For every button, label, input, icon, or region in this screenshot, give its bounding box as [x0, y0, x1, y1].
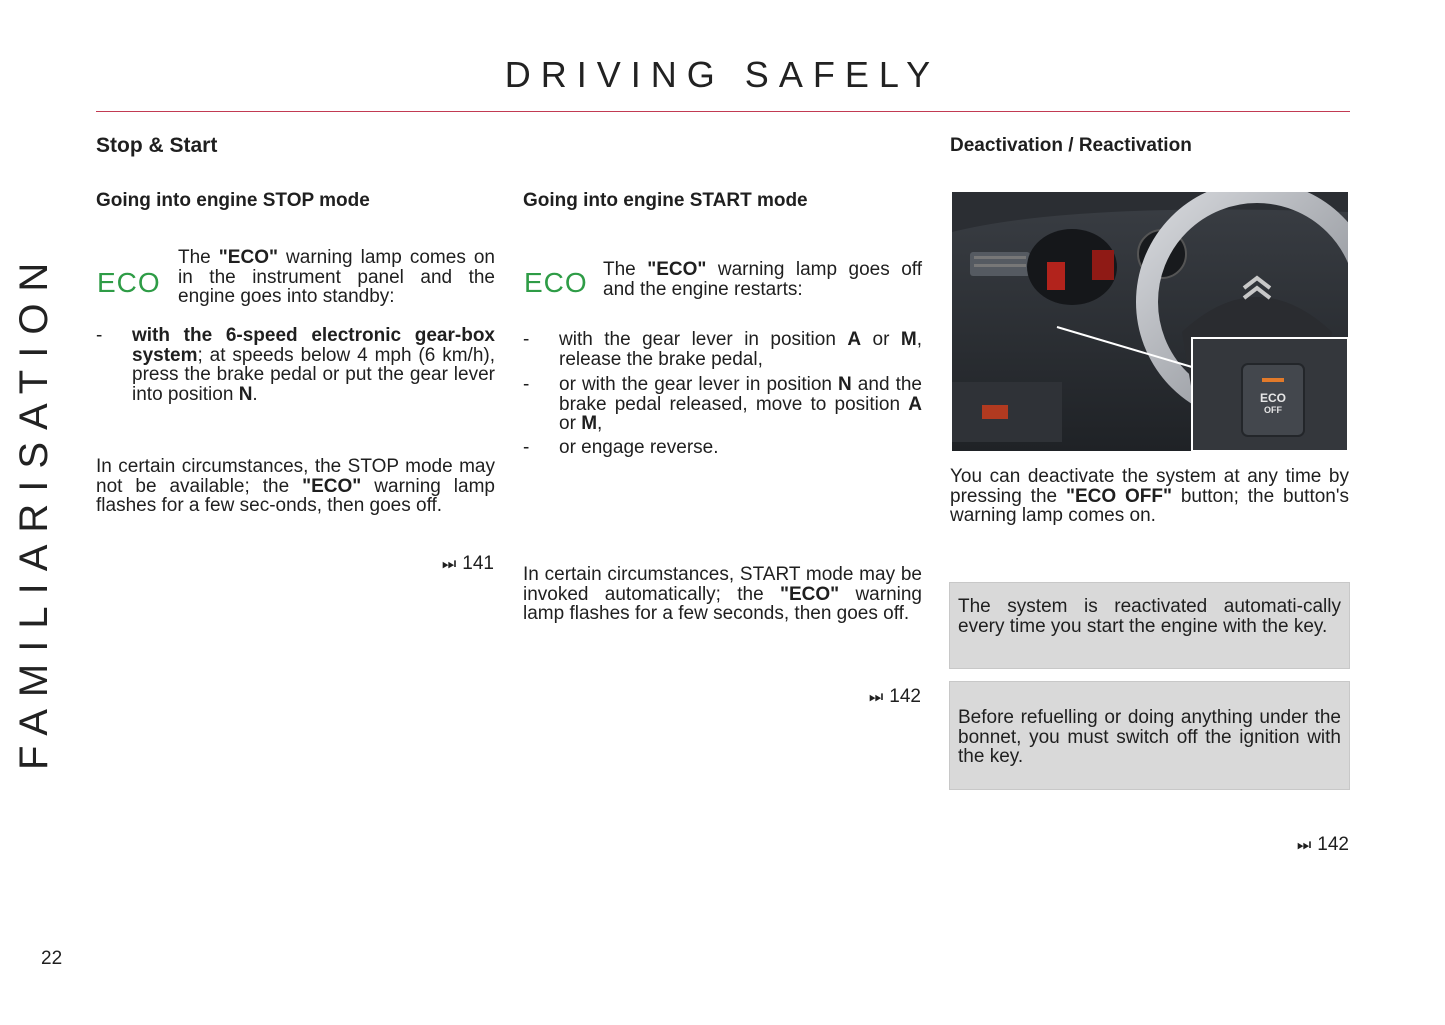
deactivation-text: You can deactivate the system at any time by pressing the "ECO OFF" button; the button's warning lamp comes on.	[950, 466, 1349, 526]
eco-off-button: ECO OFF	[1259, 391, 1286, 415]
start-mode-bullet: - or with the gear lever in position N and the brake pedal released, move to position A or M,	[523, 374, 922, 434]
eco-lamp-icon: ECO	[524, 267, 588, 298]
page-reference-link[interactable]: ⏭ 142	[868, 686, 921, 707]
page-title: DRIVING SAFELY	[504, 54, 941, 95]
stop-mode-note: In certain circumstances, the STOP mode may not be available; the "ECO" warning lamp flashes for a few sec-onds, then goes off.	[96, 456, 495, 516]
side-section-title: FAMILIARISATION	[12, 250, 56, 770]
reactivation-note-box	[949, 582, 1350, 669]
refuelling-warning-box	[949, 681, 1350, 790]
reactivation-note-text: The system is reactivated automati-cally every time you start the engine with the key.	[958, 596, 1341, 637]
eco-lamp-icon: ECO	[97, 267, 161, 298]
start-mode-intro: The "ECO" warning lamp goes off and the engine restarts:	[603, 259, 922, 300]
page-reference-link[interactable]: ⏭ 142	[1296, 834, 1349, 855]
deactivation-heading: Deactivation / Reactivation	[950, 135, 1192, 156]
start-mode-heading: Going into engine START mode	[523, 190, 808, 211]
start-mode-bullet: - with the gear lever in position A or M, release the brake pedal,	[523, 329, 922, 370]
skip-forward-icon: ⏭	[441, 556, 457, 573]
stop-mode-heading: Going into engine STOP mode	[96, 190, 370, 211]
skip-forward-icon: ⏭	[868, 689, 884, 706]
page-reference-link[interactable]: ⏭ 141	[441, 553, 494, 574]
start-mode-bullet: - or engage reverse.	[523, 437, 719, 458]
stop-mode-bullet: - with the 6-speed electronic gear-box system; at speeds below 4 mph (6 km/h), press the brake pedal or put the gear lever into position N.	[96, 325, 495, 405]
section-title: Stop & Start	[96, 134, 218, 157]
start-mode-note: In certain circumstances, START mode may be invoked automatically; the "ECO" warning lamp flashes for a few seconds, then goes off.	[523, 564, 922, 624]
dashboard-photo	[952, 192, 1348, 451]
stop-mode-intro: The "ECO" warning lamp comes on in the instrument panel and the engine goes into standby:	[178, 247, 495, 307]
title-divider	[96, 111, 1350, 112]
skip-forward-icon: ⏭	[1296, 837, 1312, 854]
refuelling-warning-text: Before refuelling or doing anything under the bonnet, you must switch off the ignition with the key.	[958, 707, 1341, 767]
page-number: 22	[41, 948, 63, 969]
